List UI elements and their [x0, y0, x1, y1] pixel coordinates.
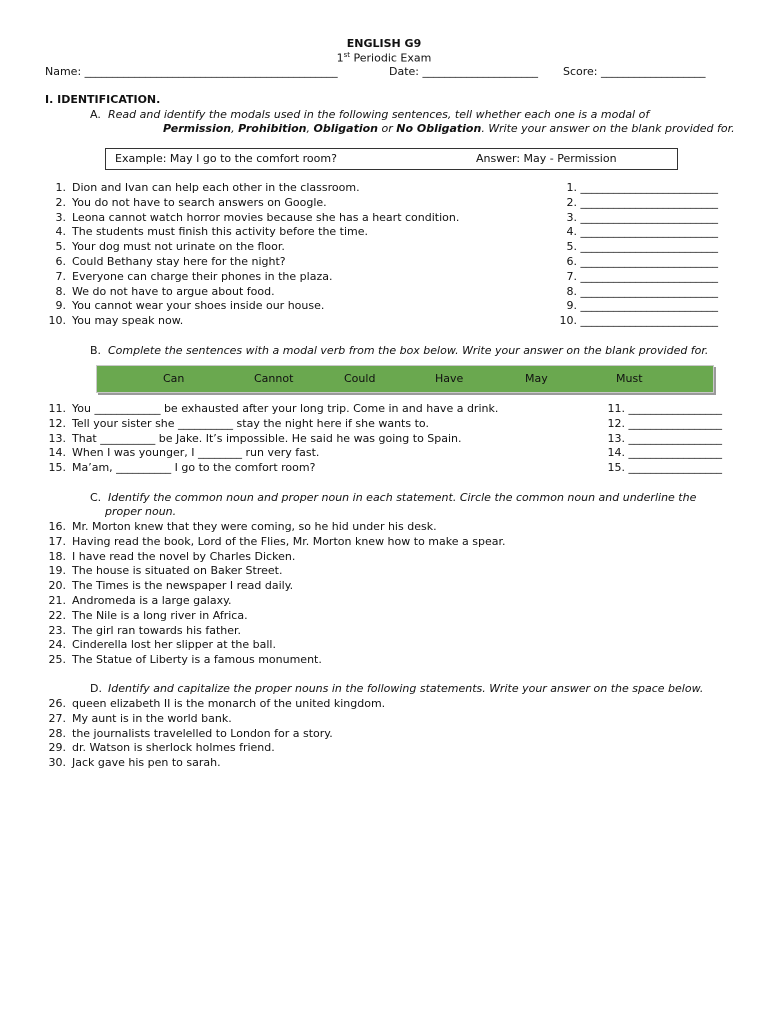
- item-number: 18.: [48, 549, 66, 563]
- item-text: Andromeda is a large galaxy.: [72, 594, 232, 607]
- item-number: 7.: [55, 269, 66, 283]
- modal-may: May: [525, 372, 548, 385]
- item-number: 20.: [48, 579, 66, 593]
- part-c-instructions-line2: proper noun.: [105, 505, 177, 518]
- item-text: That __________ be Jake. It’s impossible. He said he was going to Spain.: [72, 431, 462, 445]
- part-c-instructions-line1: Identify the common noun and proper noun in each statement. Circle the common noun and underline the: [108, 491, 697, 504]
- item-text: The girl ran towards his father.: [72, 623, 242, 637]
- item-number: 2.: [55, 195, 66, 209]
- item-number: 15.: [48, 461, 66, 475]
- example-answer: Answer: May - Permission: [476, 152, 617, 165]
- item-number: 10.: [48, 314, 66, 328]
- part-b-label: B.: [90, 344, 102, 357]
- item-text: The Nile is a long river in Africa.: [72, 608, 248, 622]
- item-text: The Times is the newspaper I read daily.: [72, 579, 294, 593]
- subtitle-number: 1: [336, 51, 344, 65]
- answer-blank[interactable]: 4. _________________________: [566, 225, 718, 239]
- answer-blank[interactable]: 11. _________________: [607, 402, 722, 415]
- answer-blank[interactable]: 7. _________________________: [566, 269, 718, 283]
- item-text: Tell your sister she __________ stay the night here if she wants to.: [72, 416, 429, 430]
- name-label: Name:: [45, 65, 82, 78]
- item-text: The Statue of Liberty is a famous monument.: [72, 653, 322, 667]
- item-text: The students must finish this activity before the time.: [72, 225, 369, 239]
- permission-term: Permission: [163, 122, 232, 135]
- answer-blank[interactable]: 10. _________________________: [559, 314, 718, 328]
- answer-blank[interactable]: 9. _________________________: [566, 299, 718, 313]
- part-a-instructions-line1: Read and identify the modals used in the following sentences, tell whether each one is a modal of: [108, 108, 650, 121]
- item-text: You do not have to search answers on Google.: [72, 195, 327, 209]
- item-number: 22.: [48, 608, 66, 622]
- example-box: [105, 148, 678, 170]
- item-text: We do not have to argue about food.: [72, 284, 275, 298]
- exam-title: ENGLISH G9: [346, 37, 422, 50]
- part-d-instructions: Identify and capitalize the proper nouns in the following statements. Write your answer on the space below.: [108, 682, 704, 695]
- obligation-term: Obligation: [313, 122, 378, 135]
- item-number: 4.: [55, 225, 66, 239]
- item-number: 19.: [48, 564, 66, 578]
- item-number: 14.: [48, 446, 66, 460]
- item-text: Dion and Ivan can help each other in the classroom.: [72, 181, 360, 194]
- no-obligation-term: No Obligation: [396, 122, 482, 135]
- date-blank[interactable]: _____________________: [422, 65, 538, 78]
- item-number: 13.: [48, 431, 66, 445]
- item-text: You ____________ be exhausted after your long trip. Come in and have a drink.: [72, 402, 499, 415]
- item-number: 16.: [48, 520, 66, 533]
- answer-blank[interactable]: 13. _________________: [607, 431, 722, 445]
- item-number: 26.: [48, 697, 66, 710]
- item-number: 29.: [48, 741, 66, 755]
- part-a-instructions-line2: [163, 122, 735, 135]
- date-field[interactable]: [389, 65, 538, 78]
- answer-blank[interactable]: 8. _________________________: [566, 284, 718, 298]
- item-number: 6.: [55, 255, 66, 268]
- item-number: 9.: [55, 299, 66, 313]
- item-text: My aunt is in the world bank.: [72, 711, 232, 725]
- part-b-instructions: Complete the sentences with a modal verb from the box below. Write your answer on the blank provided for.: [108, 344, 709, 357]
- item-number: 11.: [48, 402, 66, 415]
- part-d-label: D.: [90, 682, 102, 695]
- date-label: Date:: [389, 65, 419, 78]
- exam-subtitle: [0, 51, 768, 65]
- answer-blank[interactable]: 12. _________________: [607, 416, 722, 430]
- score-label: Score:: [563, 65, 598, 78]
- score-field[interactable]: [563, 65, 706, 78]
- item-text: Could Bethany stay here for the night?: [72, 255, 286, 268]
- separator: or: [378, 122, 397, 135]
- item-text: Leona cannot watch horror movies because she has a heart condition.: [72, 210, 460, 224]
- modal-could: Could: [344, 372, 376, 385]
- subtitle-text: Periodic Exam: [350, 51, 432, 65]
- item-text: Mr. Morton knew that they were coming, so he hid under his desk.: [72, 520, 437, 533]
- item-text: Everyone can charge their phones in the plaza.: [72, 269, 333, 283]
- modal-can: Can: [163, 372, 185, 385]
- answer-blank[interactable]: 15. _________________: [607, 461, 722, 475]
- answer-blank[interactable]: 2. _________________________: [566, 195, 718, 209]
- answer-blank[interactable]: 6. _________________________: [566, 255, 718, 268]
- item-text: dr. Watson is sherlock holmes friend.: [72, 741, 275, 755]
- item-number: 5.: [55, 240, 66, 254]
- item-number: 27.: [48, 711, 66, 725]
- item-number: 8.: [55, 284, 66, 298]
- answer-blank[interactable]: 14. _________________: [607, 446, 722, 460]
- item-number: 3.: [55, 210, 66, 224]
- subtitle-superscript: st: [343, 51, 351, 59]
- item-number: 30.: [48, 756, 66, 770]
- item-number: 28.: [48, 726, 66, 740]
- separator: ,: [231, 122, 239, 135]
- section-heading: I. IDENTIFICATION.: [45, 93, 161, 106]
- item-text: the journalists travelelled to London for a story.: [72, 726, 333, 740]
- item-text: I have read the novel by Charles Dicken.: [72, 549, 296, 563]
- modal-have: Have: [435, 372, 464, 385]
- item-number: 23.: [48, 623, 66, 637]
- score-blank[interactable]: ___________________: [601, 65, 706, 78]
- modal-cannot: Cannot: [254, 372, 294, 385]
- item-text: Ma’am, __________ I go to the comfort room?: [72, 461, 316, 475]
- item-number: 21.: [48, 594, 66, 607]
- item-text: The house is situated on Baker Street.: [72, 564, 283, 578]
- item-number: 12.: [48, 416, 66, 430]
- item-text: When I was younger, I ________ run very fast.: [72, 446, 320, 460]
- item-number: 25.: [48, 653, 66, 667]
- item-number: 1.: [55, 181, 66, 194]
- example-question: Example: May I go to the comfort room?: [115, 152, 337, 165]
- item-number: 24.: [48, 638, 66, 652]
- item-text: You cannot wear your shoes inside our house.: [72, 299, 325, 313]
- item-text: queen elizabeth II is the monarch of the united kingdom.: [72, 697, 386, 710]
- name-blank[interactable]: ______________________________________________: [84, 65, 338, 78]
- item-text: You may speak now.: [72, 314, 184, 328]
- item-text: Jack gave his pen to sarah.: [72, 756, 221, 770]
- instruction-end: . Write your answer on the blank provided for.: [481, 122, 735, 135]
- modal-must: Must: [616, 372, 643, 385]
- item-text: Cinderella lost her slipper at the ball.: [72, 638, 276, 652]
- item-text: Your dog must not urinate on the floor.: [72, 240, 285, 254]
- part-a-label: A.: [90, 108, 101, 121]
- name-field[interactable]: [45, 65, 338, 78]
- answer-blank[interactable]: 3. _________________________: [566, 210, 718, 224]
- answer-blank[interactable]: 1. _________________________: [566, 181, 718, 194]
- answer-blank[interactable]: 5. _________________________: [566, 240, 718, 254]
- modal-verb-box: [96, 365, 714, 393]
- separator: ,: [306, 122, 314, 135]
- prohibition-term: Prohibition: [238, 122, 307, 135]
- item-text: Having read the book, Lord of the Flies, Mr. Morton knew how to make a spear.: [72, 534, 506, 548]
- item-number: 17.: [48, 534, 66, 548]
- part-c-label: C.: [90, 491, 102, 504]
